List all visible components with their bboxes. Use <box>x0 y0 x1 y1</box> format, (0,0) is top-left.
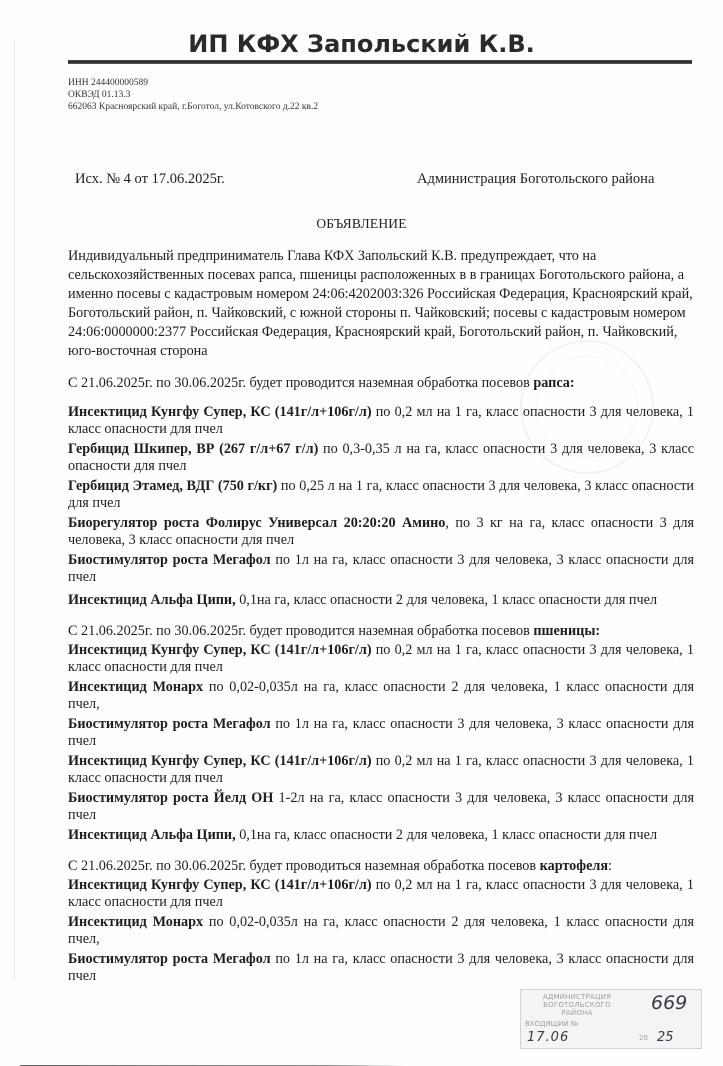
product-details: по 1л на га, класс опасности 3 для человека, 3 класс опасности для пчел <box>68 951 694 984</box>
product-details: по 1л на га, класс опасности 3 для человека, 3 класс опасности для пчел <box>68 716 694 749</box>
document-body <box>68 247 694 985</box>
product-name: Гербицид Этамед, ВДГ (750 г/кг) <box>68 478 278 494</box>
stamp-line-3: РАЙОНА <box>561 1009 593 1017</box>
lead-text: С 21.06.2025г. по 30.06.2025г. будет проводится наземная обработка посевов <box>68 375 534 391</box>
handwritten-date: 17.06 <box>527 1030 570 1045</box>
product-name: Биостимулятор роста Мегафол <box>68 552 271 568</box>
crop-name: рапса: <box>533 375 575 391</box>
document-heading: ОБЪЯВЛЕНИЕ <box>316 216 407 231</box>
treatment-item <box>68 552 694 586</box>
product-name: Инсектицид Альфа Ципи, <box>68 827 236 843</box>
letterhead-title: ИП КФХ Запольский К.В. <box>188 30 535 58</box>
product-details: по 0,25 л на 1 га, класс опасности 3 для человека, 3 класс опасности для пчел <box>68 478 694 511</box>
product-name: Биорегулятор роста Фолирус Универсал 20:20:20 Амино <box>68 515 446 531</box>
treatment-item <box>68 753 694 787</box>
address: 662063 Красноярский край, г.Боготол, ул.Котовского д.22 кв.2 <box>68 102 319 112</box>
section-wheat <box>68 623 694 844</box>
product-details: 1-2л на га, класс опасности 3 для человека, 3 класс опасности для пчел <box>68 790 694 823</box>
stamp-number-label: ВХОДЯЩИЙ № <box>525 1020 579 1028</box>
product-details: по 0,02-0,035л на га, класс опасности 2 для человека, 1 класс опасности для пчел, <box>68 914 695 947</box>
handwritten-year: 25 <box>657 1030 674 1045</box>
product-details: по 0,2 мл на 1 га, класс опасности 3 для человека, 1 класс опасности для пчел <box>68 404 694 437</box>
outgoing-number: Исх. № 4 от 17.06.2025г. <box>75 171 225 187</box>
lead-tail: : <box>608 858 612 874</box>
section-potato <box>68 858 694 985</box>
treatment-item <box>68 515 694 549</box>
product-name: Инсектицид Кунгфу Супер, КС (141г/л+106г/л) <box>68 753 372 769</box>
treatment-item <box>68 478 694 512</box>
product-name: Биостимулятор роста Мегафол <box>68 951 271 967</box>
product-name: Инсектицид Альфа Ципи, <box>68 592 236 608</box>
product-name: Инсектицид Монарх <box>68 679 204 695</box>
letterhead-requisites <box>68 77 723 113</box>
section-lead <box>68 623 694 640</box>
product-name: Гербицид Шкипер, ВР (267 г/л+67 г/л) <box>68 441 319 457</box>
product-details: по 0,2 мл на 1 га, класс опасности 3 для человека, 1 класс опасности для пчел <box>68 877 694 910</box>
crop-name: картофеля <box>539 858 609 874</box>
product-name: Биостимулятор роста Йелд ОН <box>68 790 274 806</box>
lead-text: С 21.06.2025г. по 30.06.2025г. будет проводится наземная обработка посевов <box>68 623 534 639</box>
stamp-line-1: АДМИНИСТРАЦИЯ <box>542 993 612 1001</box>
treatment-item <box>68 790 694 824</box>
product-name: Инсектицид Кунгфу Супер, КС (141г/л+106г/л) <box>68 642 372 658</box>
treatment-item <box>68 642 694 676</box>
product-name: Инсектицид Кунгфу Супер, КС (141г/л+106г/л) <box>68 404 372 420</box>
lead-text: С 21.06.2025г. по 30.06.2025г. будет проводиться наземная обработка посевов <box>68 858 540 874</box>
treatment-item <box>68 404 694 438</box>
inn: ИНН 244400000589 <box>68 78 148 88</box>
stamp-titles <box>525 993 629 1017</box>
addressee: Администрация Боготольского района <box>417 171 655 187</box>
treatment-item <box>68 592 694 609</box>
letterhead-rule <box>68 60 692 64</box>
stamp-line-2: БОГОТОЛЬСКОГО <box>543 1001 611 1009</box>
product-details: по 0,2 мл на 1 га, класс опасности 3 для человека, 1 класс опасности для пчел <box>68 642 694 675</box>
product-details: , по 3 кг на га, класс опасности 3 для человека, 3 класс опасности для пчел <box>68 515 694 548</box>
stamp-year-prefix: 20 <box>639 1034 648 1042</box>
treatment-item <box>68 441 694 475</box>
treatment-item <box>68 716 694 750</box>
product-details: по 0,02-0,035л на га, класс опасности 2 для человека, 1 класс опасности для пчел, <box>68 679 695 712</box>
product-details: по 0,2 мл на 1 га, класс опасности 3 для человека, 1 класс опасности для пчел <box>68 753 694 786</box>
received-stamp <box>520 989 702 1049</box>
section-lead <box>68 858 694 875</box>
treatment-item <box>68 827 694 844</box>
product-details: 0,1на га, класс опасности 2 для человека, 1 класс опасности для пчел <box>235 592 658 608</box>
product-details: 0,1на га, класс опасности 2 для человека, 1 класс опасности для пчел <box>235 827 658 843</box>
intro-paragraph: Индивидуальный предприниматель Глава КФХ Запольский К.В. предупреждает, что на сельскохозяйственных посевах рапса, пшеницы расположенных в в границах Боготольского района, а именно посевы с кадастровым номером 24:06:4202003:326 Российская Федерация, Красноярский край, Боготольский район, п. Чайковский, с южной стороны п. Чайковский; посевы с кадастровым номером 24:06:0000000:2377 Российская Федерация, Красноярский край, Боготольский район, п. Чайковский, юго-восточная сторона <box>68 248 693 359</box>
treatment-item <box>68 951 694 985</box>
product-details: по 1л на га, класс опасности 3 для человека, 3 класс опасности для пчел <box>68 552 694 585</box>
handwritten-number: 669 <box>651 992 688 1014</box>
meta-row <box>0 169 723 189</box>
okved: ОКВЭД 01.13.3 <box>68 90 131 100</box>
treatment-item <box>68 914 694 948</box>
treatment-item <box>68 679 694 713</box>
product-name: Инсектицид Кунгфу Супер, КС (141г/л+106г/л) <box>68 877 372 893</box>
section-lead <box>68 375 694 392</box>
product-name: Инсектицид Монарх <box>68 914 204 930</box>
crop-name: пшеницы: <box>533 623 601 639</box>
product-details: по 0,3-0,35 л на га, класс опасности 3 для человека, 3 класс опасности для пчел <box>68 441 694 474</box>
section-rapeseed <box>68 375 694 609</box>
treatment-item <box>68 877 694 911</box>
product-name: Биостимулятор роста Мегафол <box>68 716 271 732</box>
stamp-area <box>0 989 723 1053</box>
